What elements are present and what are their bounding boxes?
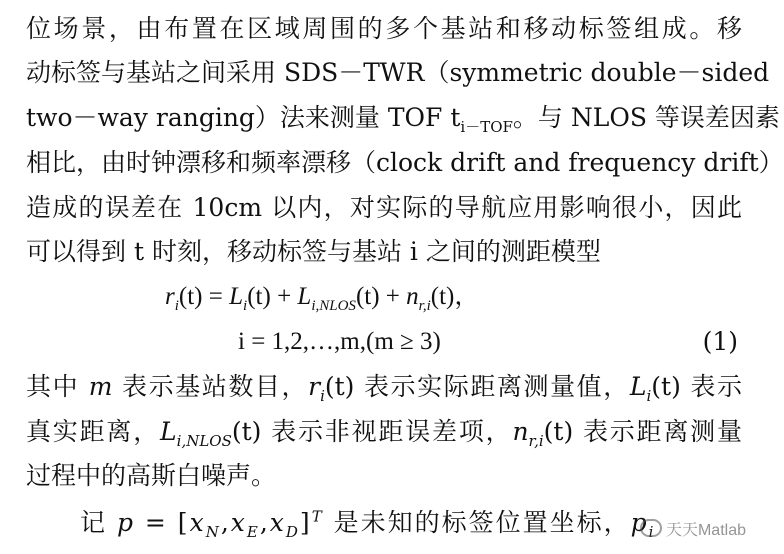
p2-L-nlos: L — [160, 417, 177, 446]
p2-n: n — [512, 417, 529, 446]
last-pi: p — [630, 508, 649, 537]
eq-arg-1: (t) — [178, 283, 203, 310]
eq-n: n — [406, 283, 419, 310]
text-line-9: 过程中的高斯白噪声。 — [26, 461, 277, 490]
p2-l1-d: (t) 表示 — [651, 372, 742, 401]
last-text: 是未知的标签位置坐标， — [323, 508, 631, 537]
last-p: p — [116, 508, 135, 537]
last-xD: x — [269, 508, 286, 537]
eq-r: r — [165, 283, 175, 310]
text-line-2: 动标签与基站之间采用 SDS－TWR（symmetric double－sided — [26, 58, 770, 87]
last-T: T — [311, 507, 324, 526]
equation-1-line-1 — [165, 282, 479, 312]
p2-l1-b: 表示基站数目， — [112, 372, 309, 401]
eq-r-sub: i — [174, 298, 179, 314]
eq-plus-2: + — [379, 283, 407, 310]
eq-arg-2: (t) — [247, 283, 271, 310]
eq-L: L — [229, 283, 244, 310]
eq-plus-1: + — [270, 283, 298, 310]
p2-L: L — [629, 372, 647, 401]
p2-r: r — [308, 372, 321, 401]
text-line-7 — [26, 372, 742, 405]
text-line-10: 记 $p = [x_N,x_E,x_D]^T$ 是未知的标签位置坐标，$p_i$ — [80, 507, 656, 541]
eq-L-nlos: L — [297, 283, 312, 310]
p2-l1-c: (t) 表示实际距离测量值， — [324, 372, 630, 401]
p2-L-nlos-sub: i,NLOS — [176, 432, 232, 450]
p2-l1-a: 其中 — [26, 372, 89, 401]
p2-r-sub: i — [320, 387, 325, 405]
last-xE-sub: E — [246, 523, 260, 541]
p2-l2-c: (t) 表示距离测量 — [543, 417, 742, 446]
tof-subscript: i－TOF — [460, 118, 513, 136]
last-xN: x — [189, 508, 206, 537]
last-xN-sub: N — [205, 523, 221, 541]
last-pre: 记 — [80, 508, 117, 537]
p2-l2-b: (t) 表示非视距误差项， — [231, 417, 513, 446]
text-line-3-start: two－way ranging）法来测量 TOF t — [26, 103, 461, 132]
eq-L-sub: i — [243, 298, 248, 314]
eq-tail: (t)， — [430, 283, 480, 310]
text-line-8 — [26, 417, 742, 450]
eq-n-sub: r,i — [418, 298, 431, 314]
eq-arg-3: (t) — [355, 283, 380, 310]
wechat-icon — [640, 519, 662, 537]
text-line-6: 可以得到 t 时刻，移动标签与基站 i 之间的测距模型 — [26, 237, 601, 266]
text-line-1: 位场景，由布置在区域周围的多个基站和移动标签组成。移 — [26, 14, 742, 43]
equation-1-line-2: i = 1,2,…,m,(m ≥ 3) — [238, 328, 441, 355]
p2-l2-a: 真实距离， — [26, 417, 161, 446]
text-line-3-end: 。与 NLOS 等误差因素 — [512, 103, 780, 132]
text-line-3 — [26, 103, 780, 136]
text-line-4: 相比，由时钟漂移和频率漂移（clock drift and frequency drift） — [26, 148, 784, 177]
last-xD-sub: D — [285, 523, 300, 541]
last-xE: x — [230, 508, 247, 537]
p2-n-sub: r,i — [528, 432, 544, 450]
watermark — [640, 517, 746, 540]
p2-L-sub: i — [646, 387, 652, 405]
last-eq: = [ — [134, 508, 190, 537]
text-line-5: 造成的误差在 10cm 以内，对实际的导航应用影响很小，因此 — [26, 193, 742, 222]
last-close: ] — [299, 508, 312, 537]
p2-m: m — [88, 372, 113, 401]
watermark-text: 天天Matlab — [665, 522, 746, 539]
eq-equals: = — [202, 283, 230, 310]
equation-number: (1) — [702, 327, 738, 356]
eq-L-nlos-sub: i,NLOS — [311, 298, 356, 314]
last-pi-sub: i — [648, 523, 656, 541]
